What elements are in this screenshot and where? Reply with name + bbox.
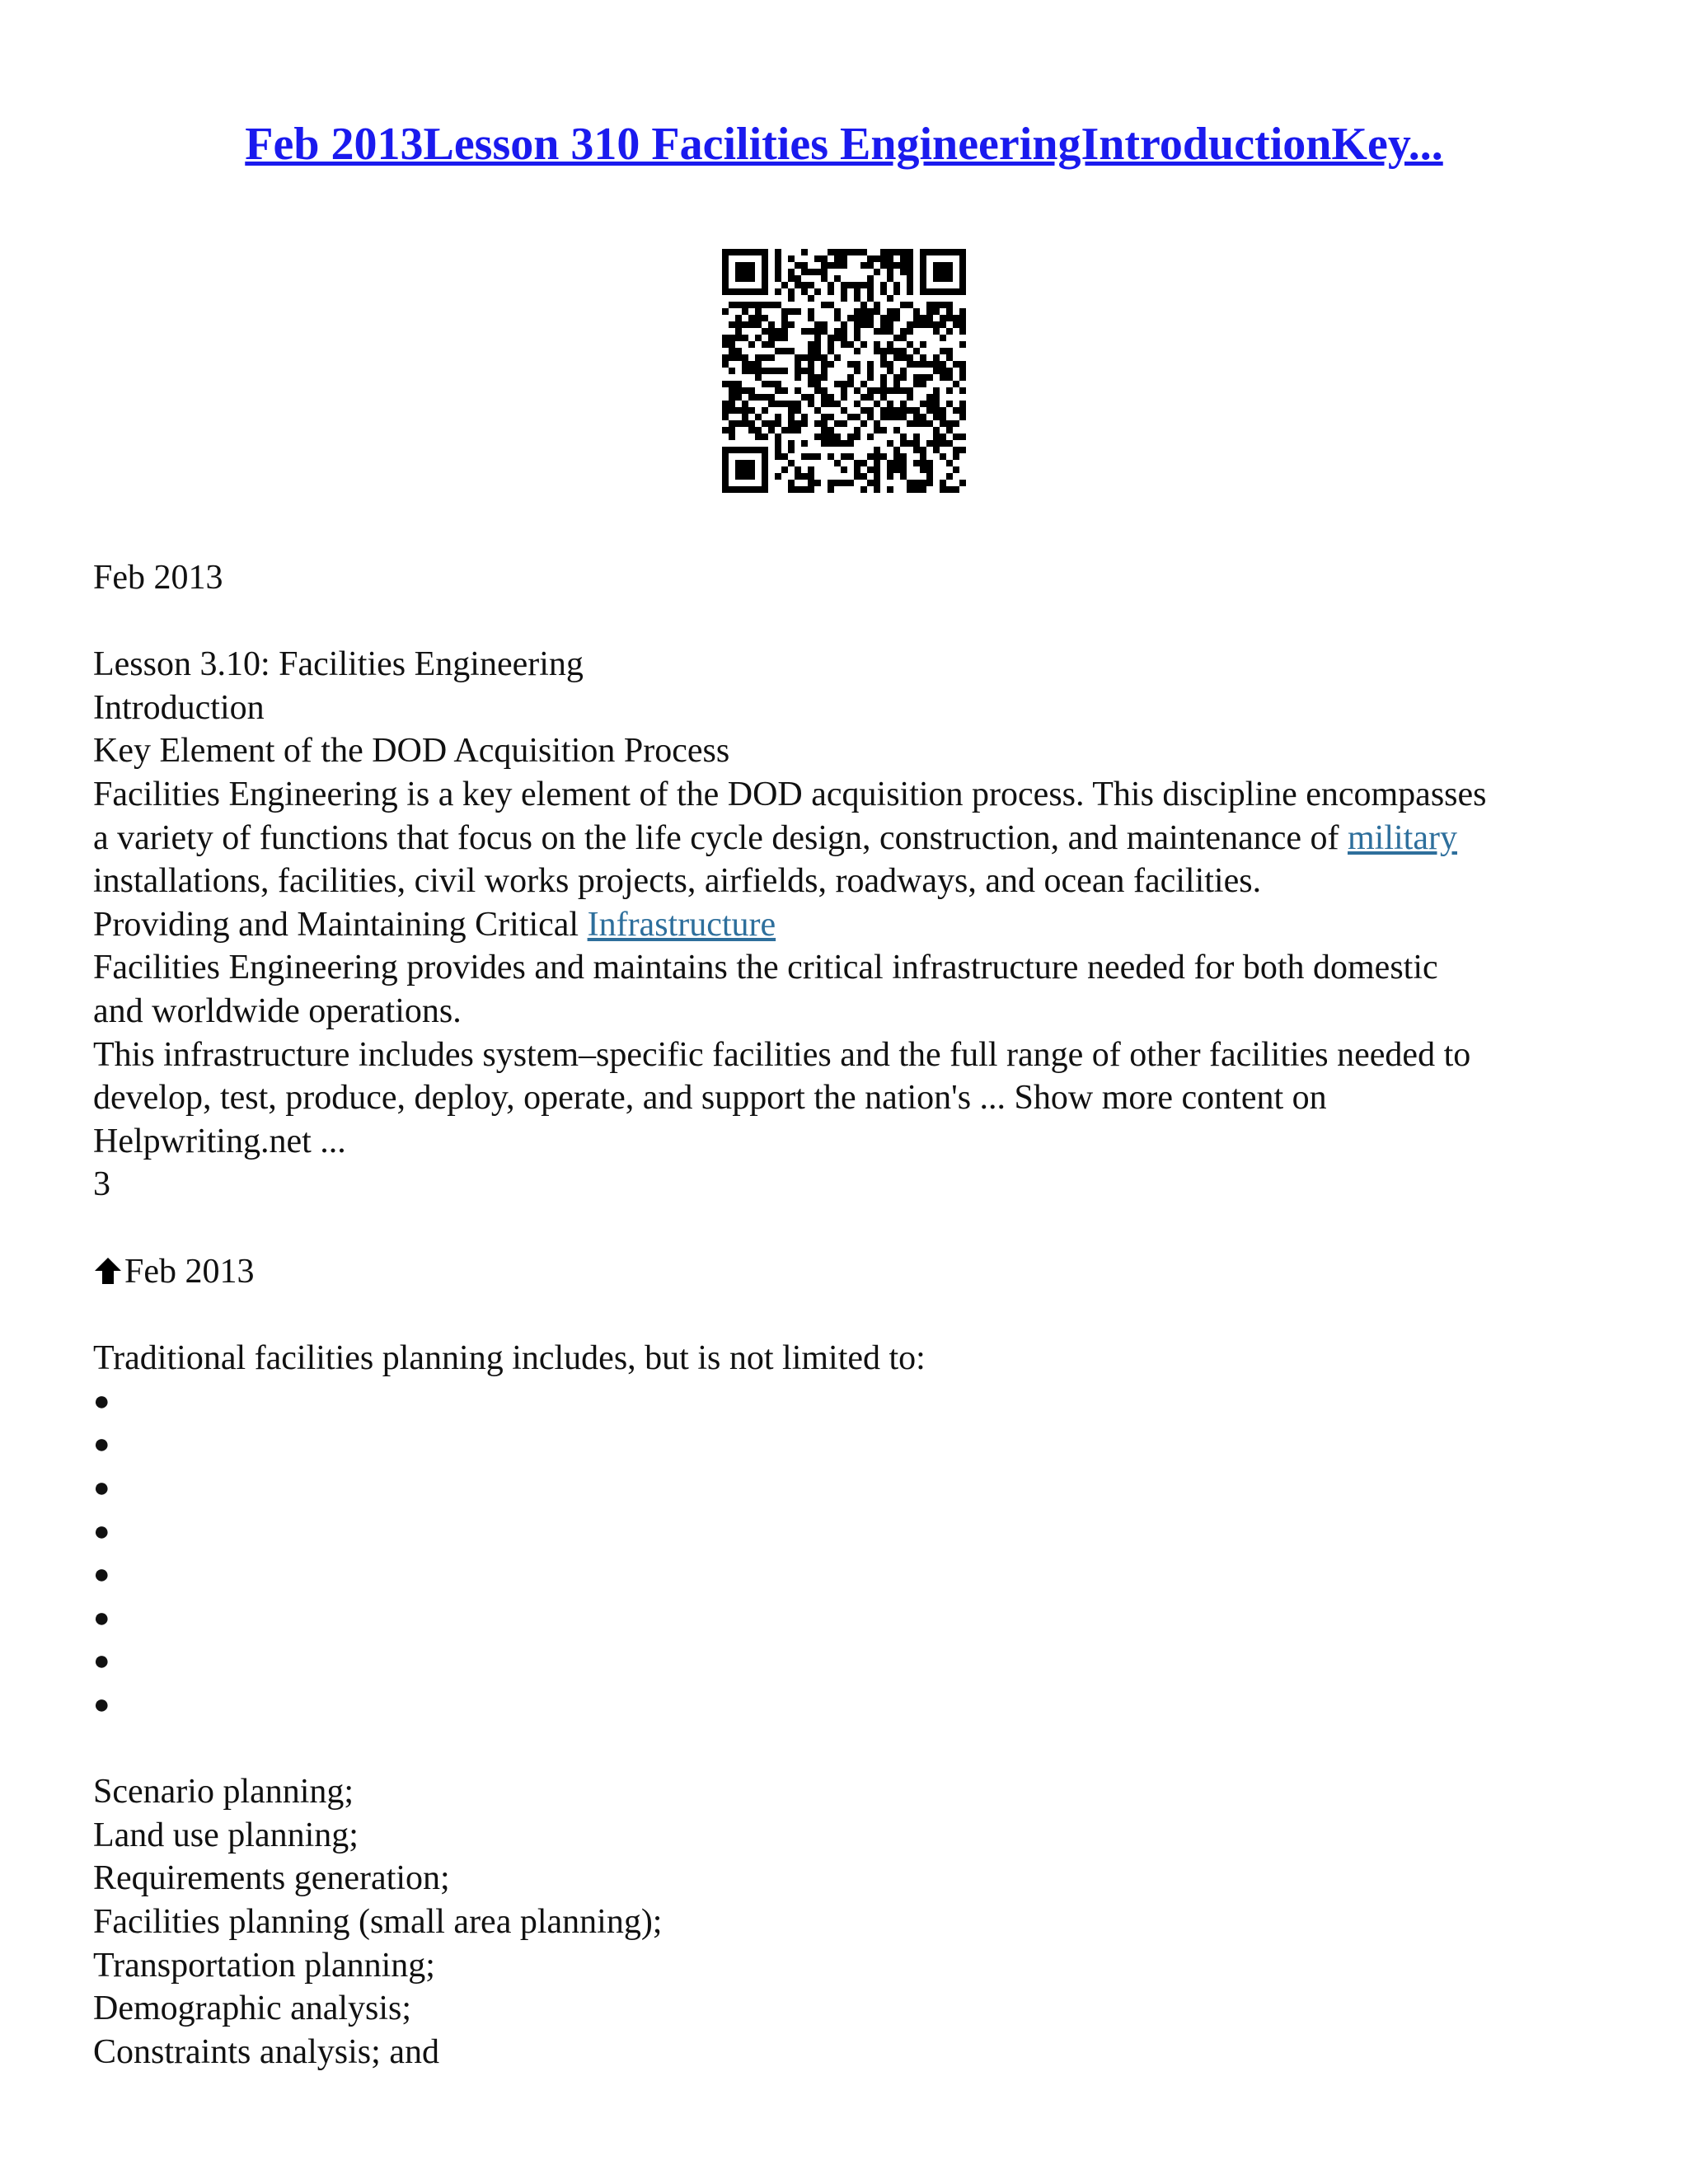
bullet-icon: ● (93, 1472, 110, 1503)
bullet-icon: ● (93, 1646, 110, 1677)
list-item: Transportation planning; (93, 1946, 435, 1985)
introduction-heading: Introduction (93, 688, 265, 727)
spacer (93, 600, 1601, 644)
heading-text: Providing and Maintaining Critical (93, 905, 588, 944)
planning-list (93, 1770, 1601, 2074)
bullet-icon: ● (93, 1602, 110, 1633)
section-2 (93, 1250, 1601, 2074)
date-line: Feb 2013 (93, 559, 223, 597)
list-item: Land use planning; (93, 1816, 359, 1854)
list-item: Demographic analysis; (93, 1990, 412, 2028)
infrastructure-link[interactable]: Infrastructure (587, 905, 776, 944)
spacer (93, 1727, 1601, 1771)
date-text: Feb 2013 (124, 1253, 255, 1291)
bullet-list (93, 1380, 1601, 1727)
list-intro: Traditional facilities planning includes, but is not limited to: (93, 1339, 926, 1378)
page-title (0, 115, 1688, 173)
paragraph-text: a variety of functions that focus on the life cycle design, construction, and maintenance of (93, 818, 1348, 857)
date-line (93, 1250, 1601, 1294)
paragraph-line: and worldwide operations. (93, 991, 462, 1030)
list-item: Constraints analysis; and (93, 2032, 439, 2071)
paragraph-line: installations, facilities, civil works projects, airfields, roadways, and ocean facilities. (93, 862, 1262, 901)
paragraph-line: Facilities Engineering provides and maintains the critical infrastructure needed for both domestic (93, 949, 1438, 987)
bullet-icon: ● (93, 1559, 110, 1591)
military-link[interactable]: military (1348, 818, 1457, 857)
section-1 (93, 556, 1601, 1207)
lesson-heading: Lesson 3.10: Facilities Engineering (93, 645, 584, 684)
up-arrow-icon (93, 1256, 123, 1286)
providing-heading (93, 903, 1601, 947)
spacer (93, 1294, 1601, 1338)
key-element-heading: Key Element of the DOD Acquisition Process (93, 732, 730, 771)
bullet-icon: ● (93, 1429, 110, 1460)
paragraph-line: Helpwriting.net ... (93, 1122, 346, 1160)
list-item: Scenario planning; (93, 1773, 354, 1811)
list-item: Requirements generation; (93, 1859, 450, 1898)
list-item: Facilities planning (small area planning); (93, 1902, 663, 1941)
paragraph-line: This infrastructure includes system–specific facilities and the full range of other facilities needed to (93, 1035, 1471, 1074)
title-link[interactable]: Feb 2013Lesson 310 Facilities EngineeringIntroductionKey... (245, 119, 1443, 170)
qr-code-icon (722, 249, 966, 493)
paragraph-line (93, 817, 1601, 860)
bullet-icon: ● (93, 1516, 110, 1547)
page-number: 3 (93, 1165, 110, 1204)
bullet-icon: ● (93, 1689, 110, 1720)
paragraph-line: develop, test, produce, deploy, operate, and support the nation's ... Show more content on (93, 1079, 1327, 1118)
bullet-icon: ● (93, 1385, 110, 1417)
paragraph-line: Facilities Engineering is a key element of the DOD acquisition process. This discipline encompasses (93, 775, 1487, 813)
